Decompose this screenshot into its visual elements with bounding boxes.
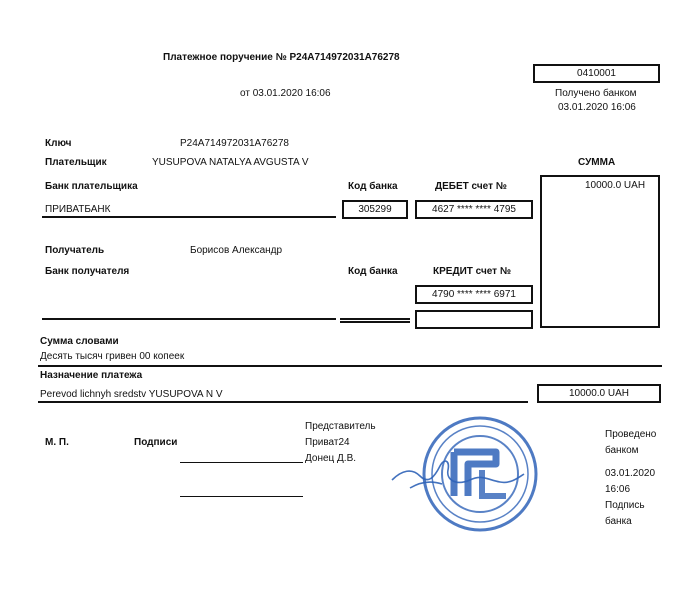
mp-label: М. П.	[45, 437, 69, 448]
processed-date: 03.01.2020	[605, 468, 656, 479]
payer-bank-underline	[42, 216, 336, 218]
recipient-label: Получатель	[45, 245, 105, 256]
representative-line1: Представитель	[305, 421, 376, 432]
words-value: Десять тысяч гривен 00 копеек	[40, 351, 185, 362]
document-title: Платежное поручение № P24A714972031A76278	[163, 52, 400, 63]
received-label: Получено банком	[555, 88, 637, 99]
representative-line3: Донец Д.В.	[305, 453, 357, 464]
bank-sign-line1: Подпись	[605, 500, 645, 511]
signature-line-2	[180, 496, 303, 497]
purpose-amount: 10000.0 UAH	[568, 388, 630, 399]
bank-sign-line2: банка	[605, 516, 632, 527]
purpose-value: Perevod lichnyh sredstv YUSUPOVA N V	[40, 389, 223, 400]
payer-name: YUSUPOVA NATALYA AVGUSTA V	[152, 157, 309, 168]
empty-account-box	[415, 310, 533, 329]
representative-line2: Приват24	[305, 437, 350, 448]
purpose-label: Назначение платежа	[40, 370, 143, 381]
amount-value: 10000.0 UAH	[585, 180, 646, 191]
bank-stamp-icon	[390, 408, 540, 536]
recipient-bank-code-underline-2	[340, 321, 410, 323]
debit-account: 4627 **** **** 4795	[432, 204, 516, 215]
received-date: 03.01.2020 16:06	[558, 102, 636, 113]
purpose-underline	[38, 401, 528, 403]
recipient-bank-code-label: Код банка	[348, 266, 398, 277]
recipient-bank-code-underline	[340, 318, 410, 320]
payer-label: Плательщик	[45, 157, 107, 168]
signatures-label: Подписи	[134, 437, 178, 448]
recipient-bank-label: Банк получателя	[45, 266, 130, 277]
processed-time: 16:06	[605, 484, 631, 495]
amount-box	[540, 175, 660, 328]
form-code: 0410001	[577, 68, 616, 79]
processed-line2: банком	[605, 445, 639, 456]
payer-bank-name: ПРИВАТБАНК	[45, 204, 111, 215]
recipient-bank-underline	[42, 318, 336, 320]
recipient-name: Борисов Александр	[190, 245, 283, 256]
processed-line1: Проведено	[605, 429, 657, 440]
key-value: P24A714972031A76278	[180, 138, 289, 149]
document-date: от 03.01.2020 16:06	[240, 88, 331, 99]
credit-account: 4790 **** **** 6971	[432, 289, 516, 300]
signature-line-1	[180, 462, 303, 463]
amount-label: СУММА	[578, 157, 616, 168]
payer-bank-label: Банк плательщика	[45, 181, 138, 192]
key-label: Ключ	[45, 138, 72, 149]
credit-label: КРЕДИТ счет №	[433, 266, 512, 277]
debit-label: ДЕБЕТ счет №	[435, 181, 507, 192]
words-divider	[38, 365, 662, 367]
payer-bank-code-label: Код банка	[348, 181, 398, 192]
words-label: Сумма словами	[40, 336, 119, 347]
payer-bank-code: 305299	[358, 204, 392, 215]
